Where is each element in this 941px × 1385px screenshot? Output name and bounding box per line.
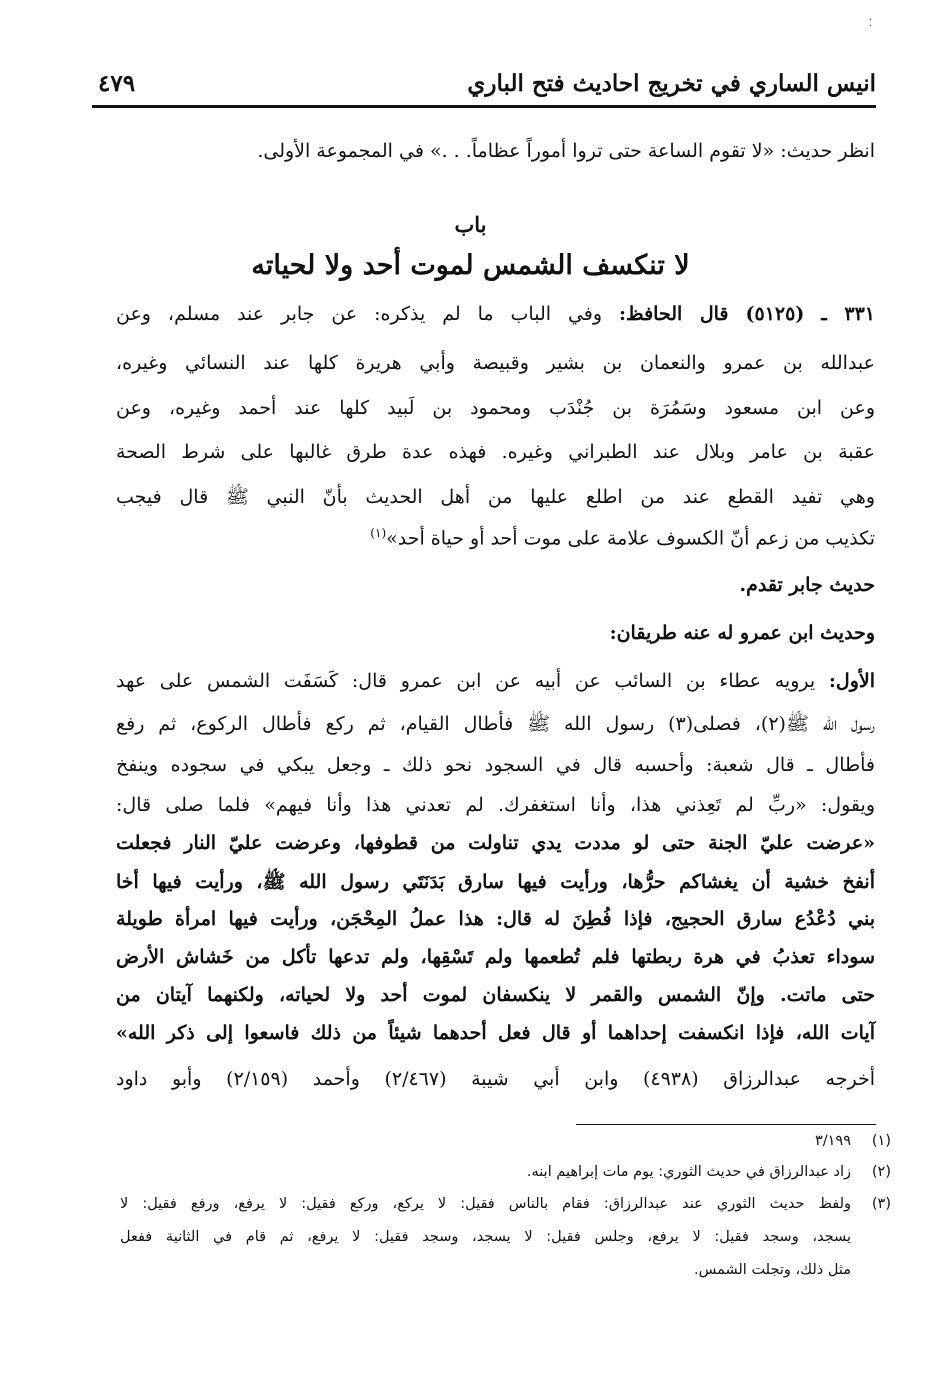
note-ibn-amr: وحديث ابن عمرو له عنه طريقان: [609,622,875,644]
running-header [92,68,876,108]
cross-reference-line: انظر حديث: «لا تقوم الساعة حتى تروا أموراً عظاماً. . .» في المجموعة الأولى. [257,140,875,162]
entry-text: وفي الباب ما لم يذكره: عن جابر عند مسلم، وعن [116,303,603,325]
footnote-2 [527,1164,891,1180]
footnote-text: ولفظ حديث الثوري عند عبدالرزاق: فقام بالناس فقيل: لا يركع، وركع فقيل: لا يرفع، ورفع فقيل: لا [120,1196,851,1212]
footnote-3-line-3: مثل ذلك، وتجلت الشمس. [693,1262,851,1278]
entry-text: تكذيب من زعم أنّ الكسوف علامة على موت أحد أو حياة أحد» [386,527,875,550]
hadith-line-3: بني دُعْدُع سارق الحجيج، فإذا فُطِنَ له قال: هذا عملُ المِحْجَن، ورأيت فيها امرأة طويلة [116,908,875,930]
hadith-line-1: «عرضت عليّ الجنة حتى لو مددت يدي تناولت من قطوفها، وعرضت عليّ النار فجعلت [116,832,875,854]
first-line-1 [116,670,875,692]
hadith-line-6: آيات الله، فإذا انكسفت إحداهما أو قال فعل أحدهما شيئاً من ذلك فاسعوا إلى ذكر الله» [116,1022,875,1044]
note-jabir: حديث جابر تقدم. [739,574,875,596]
first-label: الأول: [828,670,876,692]
book-title: انيس الساري في تخريج احاديث فتح الباري [467,70,876,97]
entry-number: ٣٣١ ـ [821,303,876,325]
hadith-line-2: أنفخ خشية أن يغشاكم حرُّها، ورأيت فيها سارق بَدَنَتَي رسول الله ﷺ، ورأيت فيها أخا [116,871,875,893]
footnote-rule [576,1124,876,1125]
entry-line-5: وهي تفيد القطع عند من اطلع عليها من أهل الحديث بأنّ النبي ﷺ قال فيجب [116,486,875,508]
first-line-4: ويقول: «ربِّ لم تَعِذني هذا، وأنا استغفرك. لم تعدني هذا وأنا فيهم» فلما صلى قال: [116,794,875,816]
footnote-number: (٣) [871,1196,891,1212]
footnote-text: زاد عبدالرزاق في حديث الثوري: يوم مات إبراهيم ابنه. [526,1164,851,1180]
chapter-title: لا تنكسف الشمس لموت أحد ولا لحياته [251,250,690,281]
first-line-2: رسول الله ﷺ(٢)، فصلى(٣) رسول الله ﷺ فأطال القيام، ثم ركع فأطال الركوع، ثم رفع [116,713,875,735]
footnote-number: (١) [871,1133,891,1149]
entry-speaker: قال الحافظ: [619,303,729,325]
page-number: ٤٧٩ [98,70,136,97]
header-rule [92,105,876,108]
takhrij-line: أخرجه عبدالرزاق (٤٩٣٨) وابن أبي شيبة (٢/٤٦٧) وأحمد (٢/١٥٩) وأبو داود [116,1068,875,1090]
entry-ref: (٥١٢٥) [745,303,805,325]
hadith-line-5: حتى ماتت. وإنّ الشمس والقمر لا ينكسفان لموت أحد ولا لحياته، ولكنهما آيتان من [116,984,875,1006]
entry-line-1 [116,303,875,325]
footnote-mark: (١) [370,526,387,540]
footnote-3-line-1 [120,1196,891,1212]
entry-line-4: عقبة بن عامر وبلال عند الطبراني وغيره. فهذه عدة طرق غالبها على شرط الصحة [116,441,875,463]
footnote-text: ٣/١٩٩ [814,1133,851,1149]
scan-speck: ⁚ [869,18,873,29]
first-line-3: فأطال ـ قال شعبة: وأحسبه قال في السجود نحو ذلك ـ وجعل يبكي في سجوده وينفخ [116,754,875,776]
first-text: يرويه عطاء بن السائب عن أبيه عن ابن عمرو قال: كَسَفَت الشمس على عهد [116,670,816,692]
footnote-1 [815,1133,891,1149]
footnote-3-line-2: يسجد، وسجد فقيل: لا يرفع، وجلس فقيل: لا يسجد، وسجد فقيل: لا يرفع، ثم قام في الثانية ففعل [120,1229,851,1245]
hadith-line-4: سوداء تعذبُ في هرة ربطتها فلم تُطعمها ولم تَسْقِها، ولم تدعها تأكل من خَشاش الأرض [116,946,875,968]
chapter-label: باب [454,212,487,237]
entry-line-2: عبدالله بن عمرو والنعمان بن بشير وقبيصة وأبي هريرة كلها عند النسائي وغيره، [116,352,875,374]
entry-line-6 [370,526,875,549]
entry-line-3: وعن ابن مسعود وسَمُرَة بن جُنْدَب ومحمود بن لَبيد كلها عند أحمد وغيره، وعن [116,397,875,419]
footnote-number: (٢) [871,1164,891,1180]
